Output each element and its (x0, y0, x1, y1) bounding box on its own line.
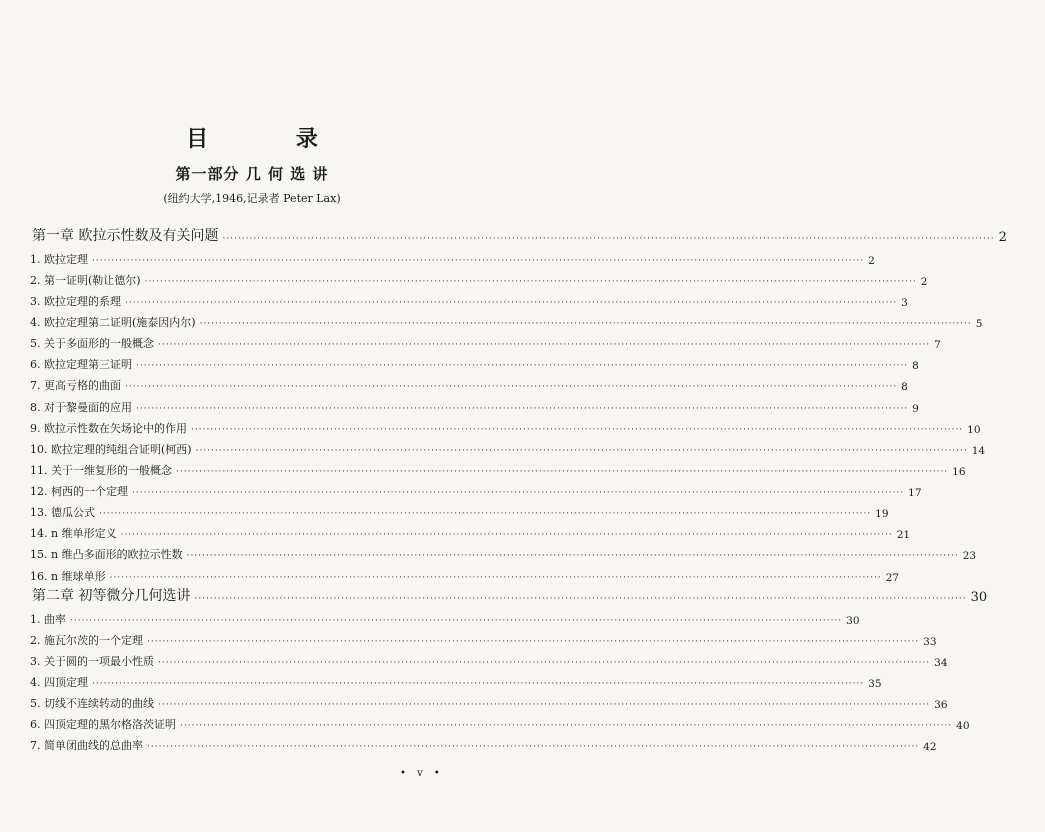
toc-section (0, 437, 986, 457)
toc-entry-page: 2 (868, 255, 875, 267)
leader-dots: ········································································································································································································ (92, 256, 865, 266)
leader-dots: ········································································································································································································ (199, 319, 972, 329)
toc-entry-page: 2 (998, 230, 1007, 245)
toc-section (0, 395, 919, 415)
leader-dots: ········································································································································································································ (176, 467, 949, 477)
toc-entry-label: 1. 欧拉定理 (30, 253, 88, 266)
toc-section (0, 670, 882, 690)
toc-entry-label: 1. 曲率 (30, 613, 66, 626)
leader-dots: ········································································································································································································ (191, 425, 964, 435)
toc-entry-label: 6. 四顶定理的黑尔格洛茨证明 (30, 718, 176, 731)
toc-entry-label: 7. 更高亏格的曲面 (30, 379, 121, 392)
toc-entry-page: 3 (901, 297, 908, 309)
part-title: 第一部分 几 何 选 讲 (175, 165, 329, 183)
toc-entry-label: 8. 对于黎曼面的应用 (30, 401, 132, 414)
toc-section (0, 628, 937, 648)
toc-entry-label: 16. n 维球单形 (30, 570, 106, 583)
toc-entry-page: 10 (967, 424, 981, 436)
toc-entry-label: 5. 切线不连续转动的曲线 (30, 697, 154, 710)
toc-section (0, 373, 908, 393)
leader-dots: ········································································································································································································ (158, 340, 931, 350)
toc-section (0, 352, 919, 372)
toc-section (0, 268, 928, 288)
toc-entry-label: 15. n 维凸多面形的欧拉示性数 (30, 548, 183, 561)
toc-entry-label: 3. 欧拉定理的系理 (30, 295, 121, 308)
toc-entry-label: 5. 关于多面形的一般概念 (30, 337, 154, 350)
toc-entry-page: 33 (923, 636, 937, 648)
toc-entry-page: 23 (962, 550, 977, 562)
toc-section (0, 458, 966, 478)
toc-entry-page: 9 (912, 403, 919, 415)
toc-section (0, 310, 983, 330)
toc-entry-page: 17 (908, 487, 922, 499)
toc-entry-label: 4. 欧拉定理第二证明(施泰因内尔) (30, 316, 196, 329)
toc-entry-label: 第一章 欧拉示性数及有关问题 (32, 228, 219, 244)
leader-dots: ········································································································································································································ (99, 509, 872, 519)
toc-entry-label: 9. 欧拉示性数在矢场论中的作用 (30, 422, 187, 435)
toc-entry-page: 14 (971, 445, 986, 457)
leader-dots: ········································································································································································································ (125, 382, 898, 392)
toc-entry-label: 12. 柯西的一个定理 (30, 485, 128, 498)
toc-section (0, 416, 981, 436)
part-subtitle: (纽约大学,1946,记录者 Peter Lax) (163, 192, 341, 205)
leader-dots: ········································································································································································································ (147, 637, 920, 647)
leader-dots: ········································································································································································································ (194, 594, 967, 604)
page-title: 目 录 (186, 126, 358, 152)
toc-entry-page: 35 (868, 678, 882, 690)
leader-dots: ········································································································································································································ (144, 277, 917, 287)
toc-section (0, 542, 977, 562)
leader-dots: ········································································································································································································ (132, 488, 905, 498)
leader-dots: ········································································································································································································ (70, 616, 843, 626)
toc-section (0, 607, 860, 627)
leader-dots: ········································································································································································································ (222, 234, 995, 244)
toc-entry-page: 8 (901, 381, 908, 393)
toc-entry-label: 14. n 维单形定义 (30, 527, 117, 540)
toc-section (0, 247, 875, 267)
toc-entry-page: 7 (934, 339, 941, 351)
toc-section (0, 500, 889, 520)
toc-entry-label: 11. 关于一维复形的一般概念 (30, 464, 172, 477)
leader-dots: ········································································································································································································ (92, 679, 865, 689)
toc-entry-page: 34 (934, 657, 948, 669)
toc-entry-page: 19 (875, 508, 889, 520)
leader-dots: ········································································································································································································ (180, 721, 953, 731)
toc-entry-label: 3. 关于圆的一项最小性质 (30, 655, 154, 668)
leader-dots: ········································································································································································································ (136, 361, 909, 371)
leader-dots: ········································································································································································································ (136, 404, 909, 414)
toc-entry-label: 第二章 初等微分几何选讲 (32, 588, 191, 604)
toc-entry-label: 2. 施瓦尔茨的一个定理 (30, 634, 143, 647)
leader-dots: ········································································································································································································ (186, 551, 959, 561)
toc-section (0, 331, 941, 351)
toc-chapter (0, 225, 1007, 245)
toc-section (0, 564, 900, 584)
toc-entry-page: 30 (970, 590, 988, 605)
toc-entry-page: 36 (934, 699, 948, 711)
toc-section (0, 691, 948, 711)
toc-entry-page: 16 (952, 466, 966, 478)
toc-entry-page: 21 (896, 529, 911, 541)
toc-entry-label: 6. 欧拉定理第三证明 (30, 358, 132, 371)
leader-dots: ········································································································································································································ (147, 742, 920, 752)
leader-dots: ········································································································································································································ (158, 700, 931, 710)
toc-entry-label: 10. 欧拉定理的纯组合证明(柯西) (30, 443, 192, 456)
toc-entry-page: 8 (912, 360, 919, 372)
toc-section (0, 479, 922, 499)
leader-dots: ········································································································································································································ (195, 446, 968, 456)
toc-entry-page: 42 (923, 741, 937, 753)
toc-section (0, 289, 908, 309)
leader-dots: ········································································································································································································ (109, 573, 882, 583)
toc-entry-page: 2 (920, 276, 928, 288)
toc-entry-label: 13. 德瓜公式 (30, 506, 95, 519)
toc-entry-page: 27 (885, 572, 900, 584)
toc-entry-label: 4. 四顶定理 (30, 676, 88, 689)
toc-entry-page: 40 (956, 720, 970, 732)
leader-dots: ········································································································································································································ (158, 658, 931, 668)
page-number: • v • (400, 768, 444, 779)
toc-entry-page: 5 (975, 318, 983, 330)
toc-section (0, 521, 911, 541)
leader-dots: ········································································································································································································ (125, 298, 898, 308)
toc-section (0, 733, 937, 753)
toc-entry-label: 2. 第一证明(勒让德尔) (30, 274, 141, 287)
toc-entry-label: 7. 简单闭曲线的总曲率 (30, 739, 143, 752)
toc-section (0, 712, 970, 732)
toc-section (0, 649, 948, 669)
toc-entry-page: 30 (846, 615, 860, 627)
leader-dots: ········································································································································································································ (120, 530, 893, 540)
toc-chapter (0, 585, 988, 605)
